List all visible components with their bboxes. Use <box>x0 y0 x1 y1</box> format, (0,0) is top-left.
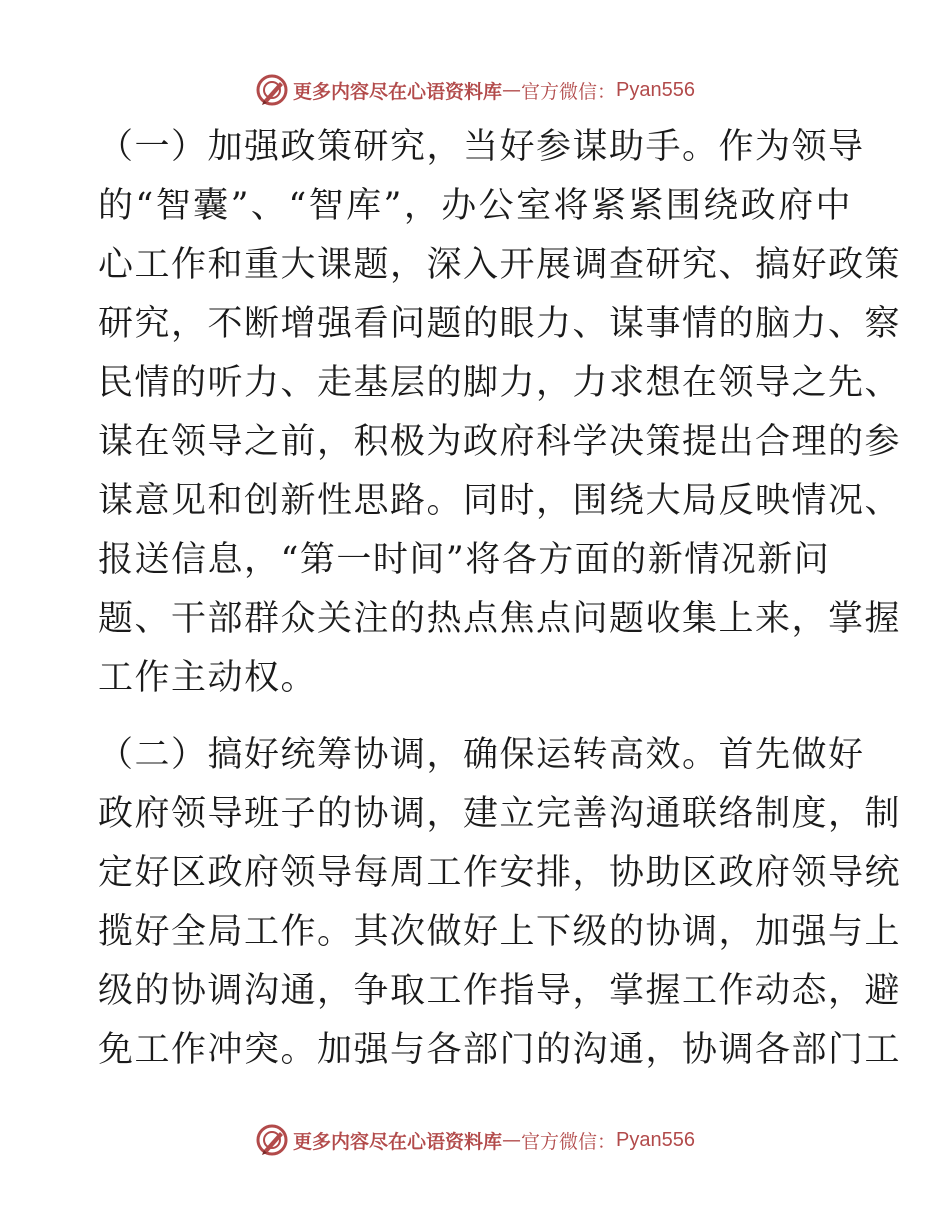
paragraph-gap <box>98 708 852 726</box>
text-line: 的“智囊”、“智库”，办公室将紧紧围绕政府中 <box>98 186 852 226</box>
watermark-wechat-label: 官方微信： <box>521 1130 617 1153</box>
watermark-wechat-id: Pyan556 <box>616 78 695 101</box>
watermark-separator: — <box>502 1129 522 1151</box>
text-line: 定好区政府领导每周工作安排，协助区政府领导统 <box>98 853 902 893</box>
text-line: 谋意见和创新性思路。同时，围绕大局反映情况、 <box>98 481 902 521</box>
paragraph-1 <box>98 118 902 708</box>
text-line: 免工作冲突。加强与各部门的沟通，协调各部门工 <box>98 1030 902 1070</box>
watermark-footer <box>0 1120 950 1160</box>
watermark-site-text: 更多内容尽在心语资料库 <box>293 80 503 103</box>
paragraph-2 <box>98 726 902 1080</box>
watermark-separator: — <box>502 79 522 101</box>
text-line: （二）搞好统筹协调，确保运转高效。首先做好 <box>98 735 865 775</box>
text-line: 工作主动权。 <box>98 658 318 698</box>
text-line: 报送信息，“第一时间”将各方面的新情况新问 <box>98 540 831 580</box>
watermark-site-text: 更多内容尽在心语资料库 <box>293 1130 503 1153</box>
text-line: 研究，不断增强看问题的眼力、谋事情的脑力、察 <box>98 304 902 344</box>
pen-logo-icon <box>255 73 289 107</box>
text-line: 心工作和重大课题，深入开展调查研究、搞好政策 <box>98 245 902 285</box>
pen-logo-icon <box>255 1123 289 1157</box>
text-line: 政府领导班子的协调，建立完善沟通联络制度，制 <box>98 794 902 834</box>
text-line: （一）加强政策研究，当好参谋助手。作为领导 <box>98 127 865 167</box>
text-line: 题、干部群众关注的热点焦点问题收集上来，掌握 <box>98 599 902 639</box>
text-line: 谋在领导之前，积极为政府科学决策提出合理的参 <box>98 422 902 462</box>
text-line: 揽好全局工作。其次做好上下级的协调，加强与上 <box>98 912 902 952</box>
text-line: 级的协调沟通，争取工作指导，掌握工作动态，避 <box>98 971 902 1011</box>
watermark-wechat-id: Pyan556 <box>616 1128 695 1151</box>
text-line: 民情的听力、走基层的脚力，力求想在领导之先、 <box>98 363 902 403</box>
document-body <box>98 118 902 1080</box>
watermark-wechat-label: 官方微信： <box>521 80 617 103</box>
watermark-header <box>0 70 950 110</box>
